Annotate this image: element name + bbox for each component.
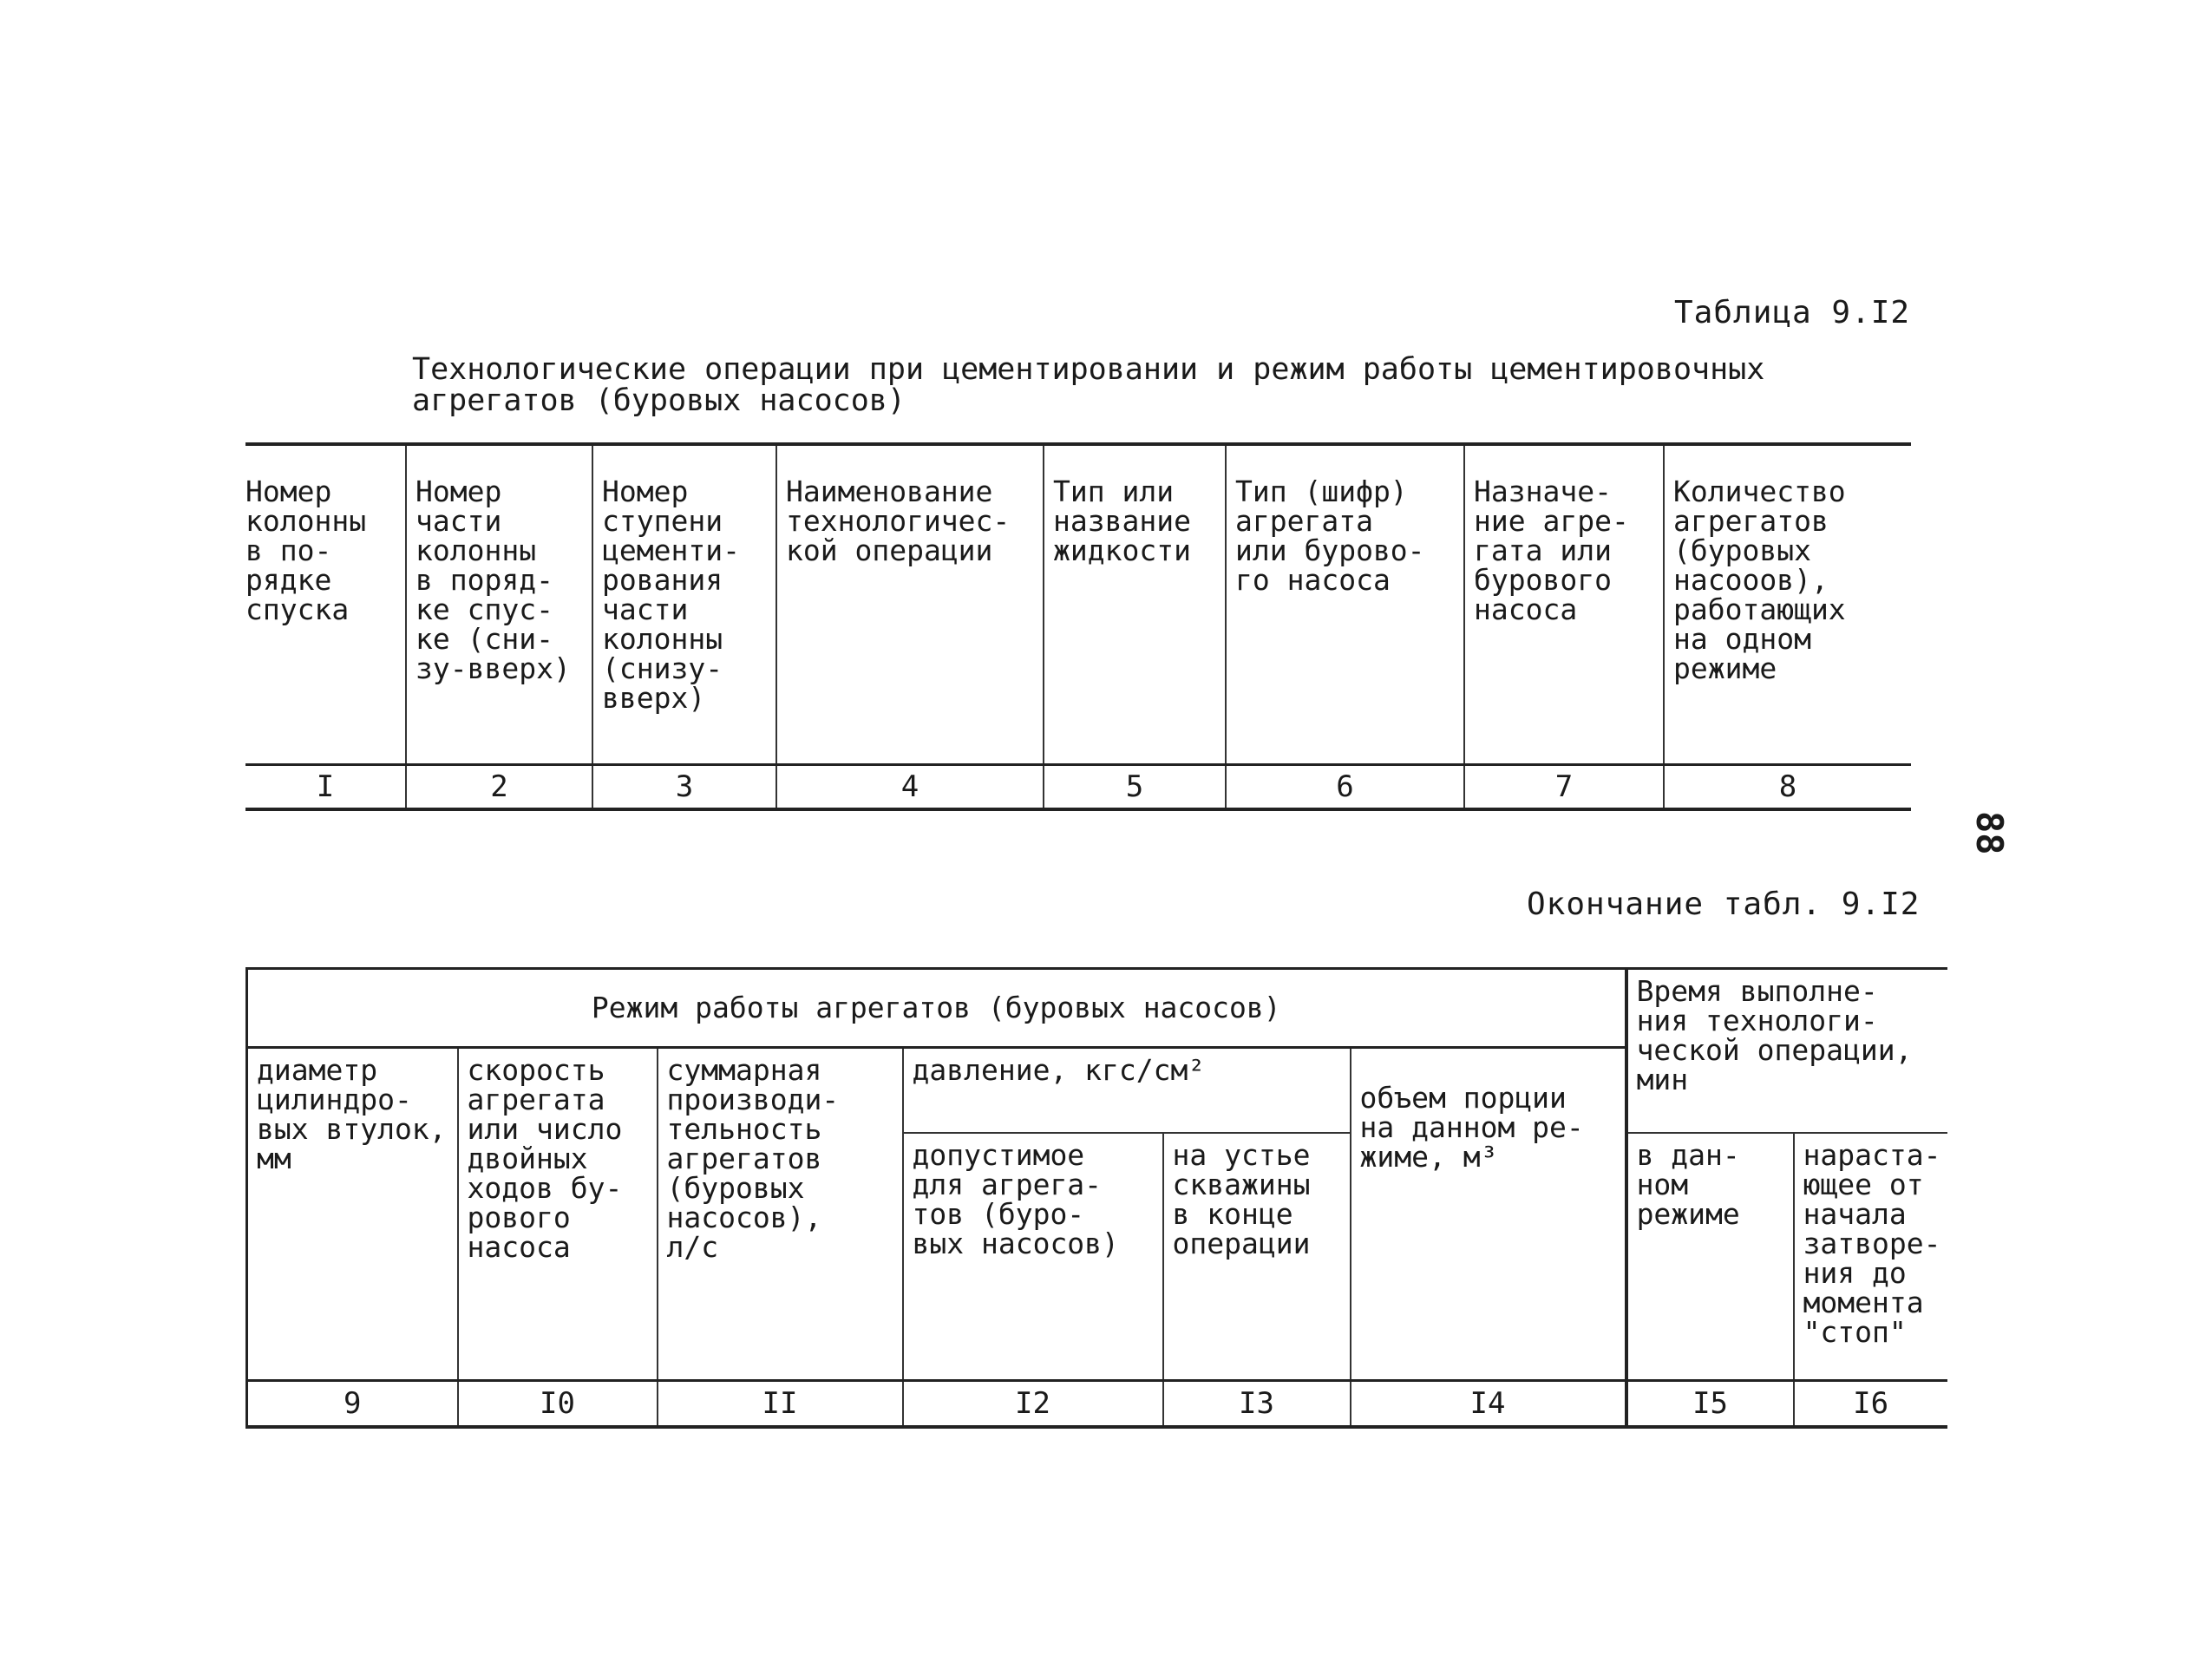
column-number: I3 xyxy=(1163,1381,1351,1428)
page-number: 88 xyxy=(1968,811,2011,855)
header-cell: Тип или название жидкости xyxy=(1044,444,1226,765)
header-col-9: диаметр цилиндро- вых втулок, мм xyxy=(247,1048,458,1381)
column-number: 6 xyxy=(1226,765,1464,810)
table-9-12-part-1 xyxy=(245,442,1911,811)
group-header-mode: Режим работы агрегатов (буровых насосов) xyxy=(247,969,1626,1048)
group-header-row xyxy=(247,969,1947,1048)
header-col-15: в дан- ном режиме xyxy=(1626,1133,1794,1381)
column-number-row xyxy=(247,1381,1947,1428)
column-number: I5 xyxy=(1626,1381,1794,1428)
header-row xyxy=(245,444,1911,765)
header-col-13: на устье скважины в конце операции xyxy=(1163,1133,1351,1381)
table-9-12-part-2 xyxy=(245,967,1947,1429)
header-cell: Номер части колонны в поряд- ке спус- ке (сни- зу-вверх) xyxy=(406,444,592,765)
header-cell: Тип (шифр) агрегата или бурово- го насоса xyxy=(1226,444,1464,765)
header-cell: Количество агрегатов (буровых насооов), работающих на одном режиме xyxy=(1664,444,1911,765)
header-pressure-group: давление, кгс/см² xyxy=(903,1048,1351,1134)
column-number: 3 xyxy=(592,765,776,810)
column-number: 9 xyxy=(247,1381,458,1428)
column-number: 4 xyxy=(776,765,1044,810)
column-number: 2 xyxy=(406,765,592,810)
header-col-10: скорость агрегата или число двойных ходов бу- рового насоса xyxy=(458,1048,658,1381)
column-number: I4 xyxy=(1351,1381,1626,1428)
header-col-11: суммарная производи- тельность агрегатов (буровых насосов), л/с xyxy=(658,1048,903,1381)
table-caption: Технологические операции при цементировании и режим работы цементировочных агрегатов (буровых насосов) xyxy=(412,352,1765,418)
header-cell: Наименование технологичес- кой операции xyxy=(776,444,1044,765)
group-header-time: Время выполне- ния технологи- ческой операции, мин xyxy=(1626,969,1947,1134)
continuation-label: Окончание табл. 9.I2 xyxy=(1527,887,1921,922)
header-cell: Номер колонны в по- рядке спуска xyxy=(245,444,406,765)
column-number: I2 xyxy=(903,1381,1163,1428)
column-number-row xyxy=(245,765,1911,810)
column-number: 5 xyxy=(1044,765,1226,810)
header-cell: Назначе- ние агре- гата или бурового насоса xyxy=(1464,444,1664,765)
column-number: 7 xyxy=(1464,765,1664,810)
header-col-16: нараста- ющее от начала затворе- ния до момента "стоп" xyxy=(1794,1133,1947,1381)
header-col-12: допустимое для агрега- тов (буро- вых насосов) xyxy=(903,1133,1163,1381)
column-number: 8 xyxy=(1664,765,1911,810)
column-number: II xyxy=(658,1381,903,1428)
table-label: Таблица 9.I2 xyxy=(1674,295,1911,330)
column-number: I xyxy=(316,769,335,804)
header-col-14: объем порции на данном ре- жиме, м³ xyxy=(1351,1048,1626,1381)
column-number: I0 xyxy=(458,1381,658,1428)
column-number: I6 xyxy=(1794,1381,1947,1428)
header-cell: Номер ступени цементи- рования части колонны (снизу- вверх) xyxy=(592,444,776,765)
